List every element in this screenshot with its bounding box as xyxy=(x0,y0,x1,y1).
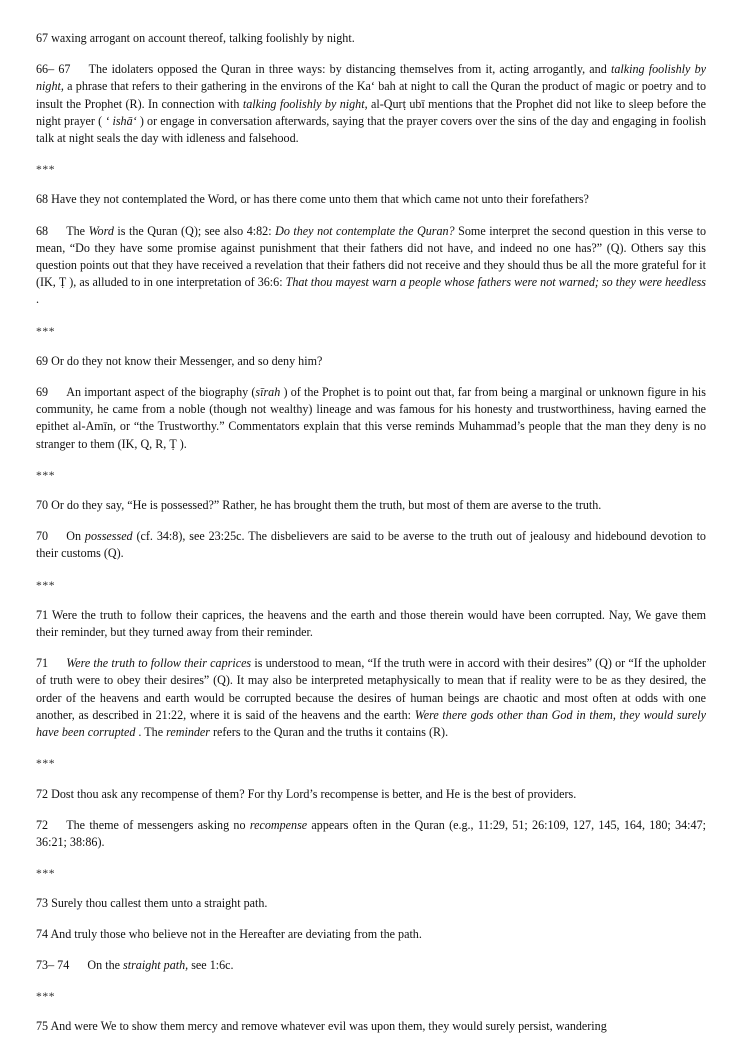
text-run: 69 xyxy=(36,385,49,400)
text-run: see 1:6c. xyxy=(188,957,234,972)
italic-phrase: Word xyxy=(88,223,114,238)
document-page xyxy=(36,30,706,1035)
italic-phrase: Do they not contemplate the Quran? xyxy=(275,223,455,238)
text-run: ) or engage in conversation afterwards, saying that the prayer covers over the sins of the day and engaging in foolish talk at night seals the day with idleness and falsehood. xyxy=(36,113,706,146)
text-run: al-Qurṭ ubī mentions that the Prophet did not like to sleep before the night prayer ( xyxy=(36,96,707,128)
text-run: ) of the Prophet is to point out that, far from being a marginal or unknown figure in his community, he came from a noble (though not wealthy) lineage and was famous for his honesty and trustworthiness, having earned the epithet al-Amīn, or “the Trustworthy.” Commentators explain that this verse reminds Muhammad’s people that the man they deny is no stranger to them (IK, Q, R, Ṭ ). xyxy=(36,385,706,451)
text-run: 72 Dost thou ask any recompense of them? For thy Lord’s recompense is better, and He is the best of providers. xyxy=(36,786,577,801)
text-run: refers to the Quran and the truths it contains (R). xyxy=(209,725,449,740)
verse-69 xyxy=(36,353,706,370)
text-run: 71 Were the truth to follow their caprices, the heavens and the earth and those therein would have been corrupted. Nay, We gave them their reminder, but they turned away from their reminder. xyxy=(36,607,706,640)
text-run: 68 xyxy=(36,223,49,238)
separator-2 xyxy=(36,323,706,340)
italic-phrase: straight path, xyxy=(123,957,189,972)
verse-67-continuation xyxy=(36,30,706,47)
text-run: . The xyxy=(135,725,167,740)
italic-phrase: talking foolishly by night, xyxy=(36,62,706,94)
text-run: (cf. 34:8), see 23:25c. The disbelievers are said to be averse to the truth out of jealousy and hidebound devotion to their customs (Q). xyxy=(36,529,706,561)
text-run: An important aspect of the biography ( xyxy=(66,385,256,400)
indent-gap xyxy=(48,818,66,832)
verse-71 xyxy=(36,607,706,641)
indent-gap xyxy=(48,224,66,238)
text-run: a phrase that refers to their gathering in the environs of the Kaʻ bah at night to call the Quran the product of magic or poetry and to insult the Prophet (R). In connection with xyxy=(36,79,706,111)
text-run: 66– 67 xyxy=(36,62,71,77)
text-run: 73– 74 xyxy=(36,957,70,972)
indent-gap xyxy=(48,656,66,670)
verse-70 xyxy=(36,497,706,514)
italic-phrase: ʻ ishāʻ xyxy=(105,113,137,128)
text-run: 73 Surely thou callest them unto a straight path. xyxy=(36,896,268,911)
commentary-70 xyxy=(36,528,706,562)
commentary-71 xyxy=(36,655,706,741)
text-run: 71 xyxy=(36,656,49,671)
text-run: is understood to mean, “If the truth were in accord with their desires” (Q) or “If the upholder of truth were to obey their desires” (Q). It may also be interpreted metaphysically to mean that if reality were to be as they desired, the order of the heavens and earth would be corrupted because the desires of human beings are chaotic and most often at odds with one another, as described in 21:22, where it is said of the heavens and the earth: xyxy=(36,656,706,722)
commentary-69 xyxy=(36,384,706,453)
commentary-68 xyxy=(36,223,706,309)
text-run: 74 And truly those who believe not in the Hereafter are deviating from the path. xyxy=(36,926,422,941)
text-run: On the xyxy=(87,957,124,972)
text-run: On xyxy=(66,529,85,544)
italic-phrase: talking foolishly by night, xyxy=(242,96,368,111)
verse-73 xyxy=(36,895,706,912)
text-run: is the Quran (Q); see also 4:82: xyxy=(113,223,276,238)
indent-gap xyxy=(48,529,66,543)
separator-5 xyxy=(36,755,706,772)
verse-72 xyxy=(36,786,706,803)
text-run: 70 xyxy=(36,529,49,544)
text-run: *** xyxy=(36,989,56,1003)
text-run: 70 Or do they say, “He is possessed?” Rather, he has brought them the truth, but most of them are averse to the truth. xyxy=(36,498,602,513)
text-run: *** xyxy=(36,324,56,338)
text-run: The theme of messengers asking no xyxy=(66,817,250,832)
document-body xyxy=(36,30,706,1035)
separator-4 xyxy=(36,577,706,594)
italic-phrase: sīrah xyxy=(255,385,281,400)
text-run: 69 Or do they not know their Messenger, and so deny him? xyxy=(36,353,323,368)
verse-74 xyxy=(36,926,706,943)
italic-phrase: possessed xyxy=(84,529,133,544)
text-run: 68 Have they not contemplated the Word, or has there come unto them that which came not unto their forefathers? xyxy=(36,192,589,207)
text-run: *** xyxy=(36,468,56,482)
verse-75 xyxy=(36,1018,706,1035)
indent-gap xyxy=(48,385,66,399)
text-run: 72 xyxy=(36,817,49,832)
text-run: 67 waxing arrogant on account thereof, talking foolishly by night. xyxy=(36,31,355,45)
text-run: *** xyxy=(36,163,56,177)
separator-6 xyxy=(36,865,706,882)
commentary-66-67 xyxy=(36,61,706,147)
separator-7 xyxy=(36,988,706,1005)
text-run: appears often in the Quran (e.g., 11:29, 51; 26:109, 127, 145, 164, 180; 34:47; 36:21; 38:86). xyxy=(36,817,706,849)
text-run: *** xyxy=(36,867,56,881)
italic-phrase: Were there gods other than God in them, they would surely have been corrupted xyxy=(36,707,706,740)
italic-phrase: That thou mayest warn a people whose fathers were not warned; so they were heedless xyxy=(285,275,706,290)
text-run: *** xyxy=(36,757,56,771)
separator-1 xyxy=(36,161,706,178)
text-run: *** xyxy=(36,578,56,592)
indent-gap xyxy=(70,62,88,76)
text-run: Some interpret the second question in this verse to mean, “Do they have some promise against punishment that their fathers did not have, and indeed no one has?” (Q). Others say this question points out that they have received a revelation that their fathers did not receive and they should thus be all the more grateful for it (IK, Ṭ ), as alluded to in one interpretation of 36:6: xyxy=(36,223,706,290)
text-run: The xyxy=(66,223,89,238)
commentary-72 xyxy=(36,817,706,851)
text-run: The idolaters opposed the Quran in three ways: by distancing themselves from it, acting arrogantly, and xyxy=(88,62,611,77)
commentary-73-74 xyxy=(36,957,706,974)
italic-phrase: recompense xyxy=(249,817,308,832)
separator-3 xyxy=(36,467,706,484)
text-run: 75 And were We to show them mercy and remove whatever evil was upon them, they would surely persist, wandering xyxy=(36,1019,607,1034)
text-run: . xyxy=(36,292,40,307)
italic-phrase: reminder xyxy=(166,725,210,740)
verse-68 xyxy=(36,191,706,208)
italic-phrase: Were the truth to follow their caprices xyxy=(66,656,252,671)
indent-gap xyxy=(69,958,87,972)
